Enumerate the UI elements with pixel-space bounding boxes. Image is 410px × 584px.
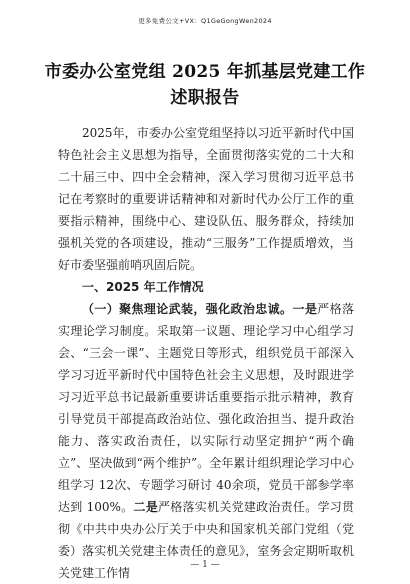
point-text: 严格落实机关党建政治责任。学习贯彻《中共中央办公厅关于中央和国家机关部门党组（党委）落实机关党建主体责任的意见》，室务会定期听取机关党建工作情 bbox=[58, 500, 354, 580]
section-heading: 一、2025 年工作情况 bbox=[82, 280, 204, 294]
subsection-heading: （一）聚焦理论武装，强化政治忠诚。 bbox=[82, 302, 293, 316]
document-title bbox=[30, 59, 380, 111]
top-banner: 更多免费公文+VX：Q1GeGongWen2024 bbox=[138, 17, 272, 25]
title-line-2: 述职报告 bbox=[170, 88, 240, 108]
page-number: — 1 — bbox=[190, 560, 220, 570]
intro-paragraph: 2025年，市委办公室党组坚持以习近平新时代中国特色社会主义思想为指导，全面贯彻落实党的二十大和二十届三中、四中全会精神，深入学习贯彻习近平总书记在考察时的重要讲话精神和对新时代办公厅工作的重要指示精神，围绕中心、建设队伍、服务群众，持续加强机关党的各项建设，推动“三服务”工作提质增效，当好市委坚强前哨巩固后院。 bbox=[58, 126, 354, 272]
point-lead: 二是 bbox=[133, 500, 158, 514]
title-line-1: 市委办公室党组 2025 年抓基层党建工作 bbox=[44, 62, 366, 82]
point-lead: 一是 bbox=[292, 302, 318, 316]
subsection-paragraph bbox=[58, 298, 354, 584]
point-text: 严格落实理论学习制度。采取第一议题、理论学习中心组学习会、“三会一课”、主题党日等形式，组织党员干部深入学习习近平新时代中国特色社会主义思想，及时跟进学习习近平总书记最新重要讲话重要指示批示精神，教育引导党员干部提高政治站位、强化政治担当、提升政治能力、落实政治责任，以实际行动坚定拥护“两个确立”、坚决做到“两个维护”。全年累计组织理论学习中心组学习 12次、专题学习研讨 40余项，党员干部参学率达到 100%。 bbox=[58, 302, 354, 514]
document-body bbox=[58, 122, 354, 584]
